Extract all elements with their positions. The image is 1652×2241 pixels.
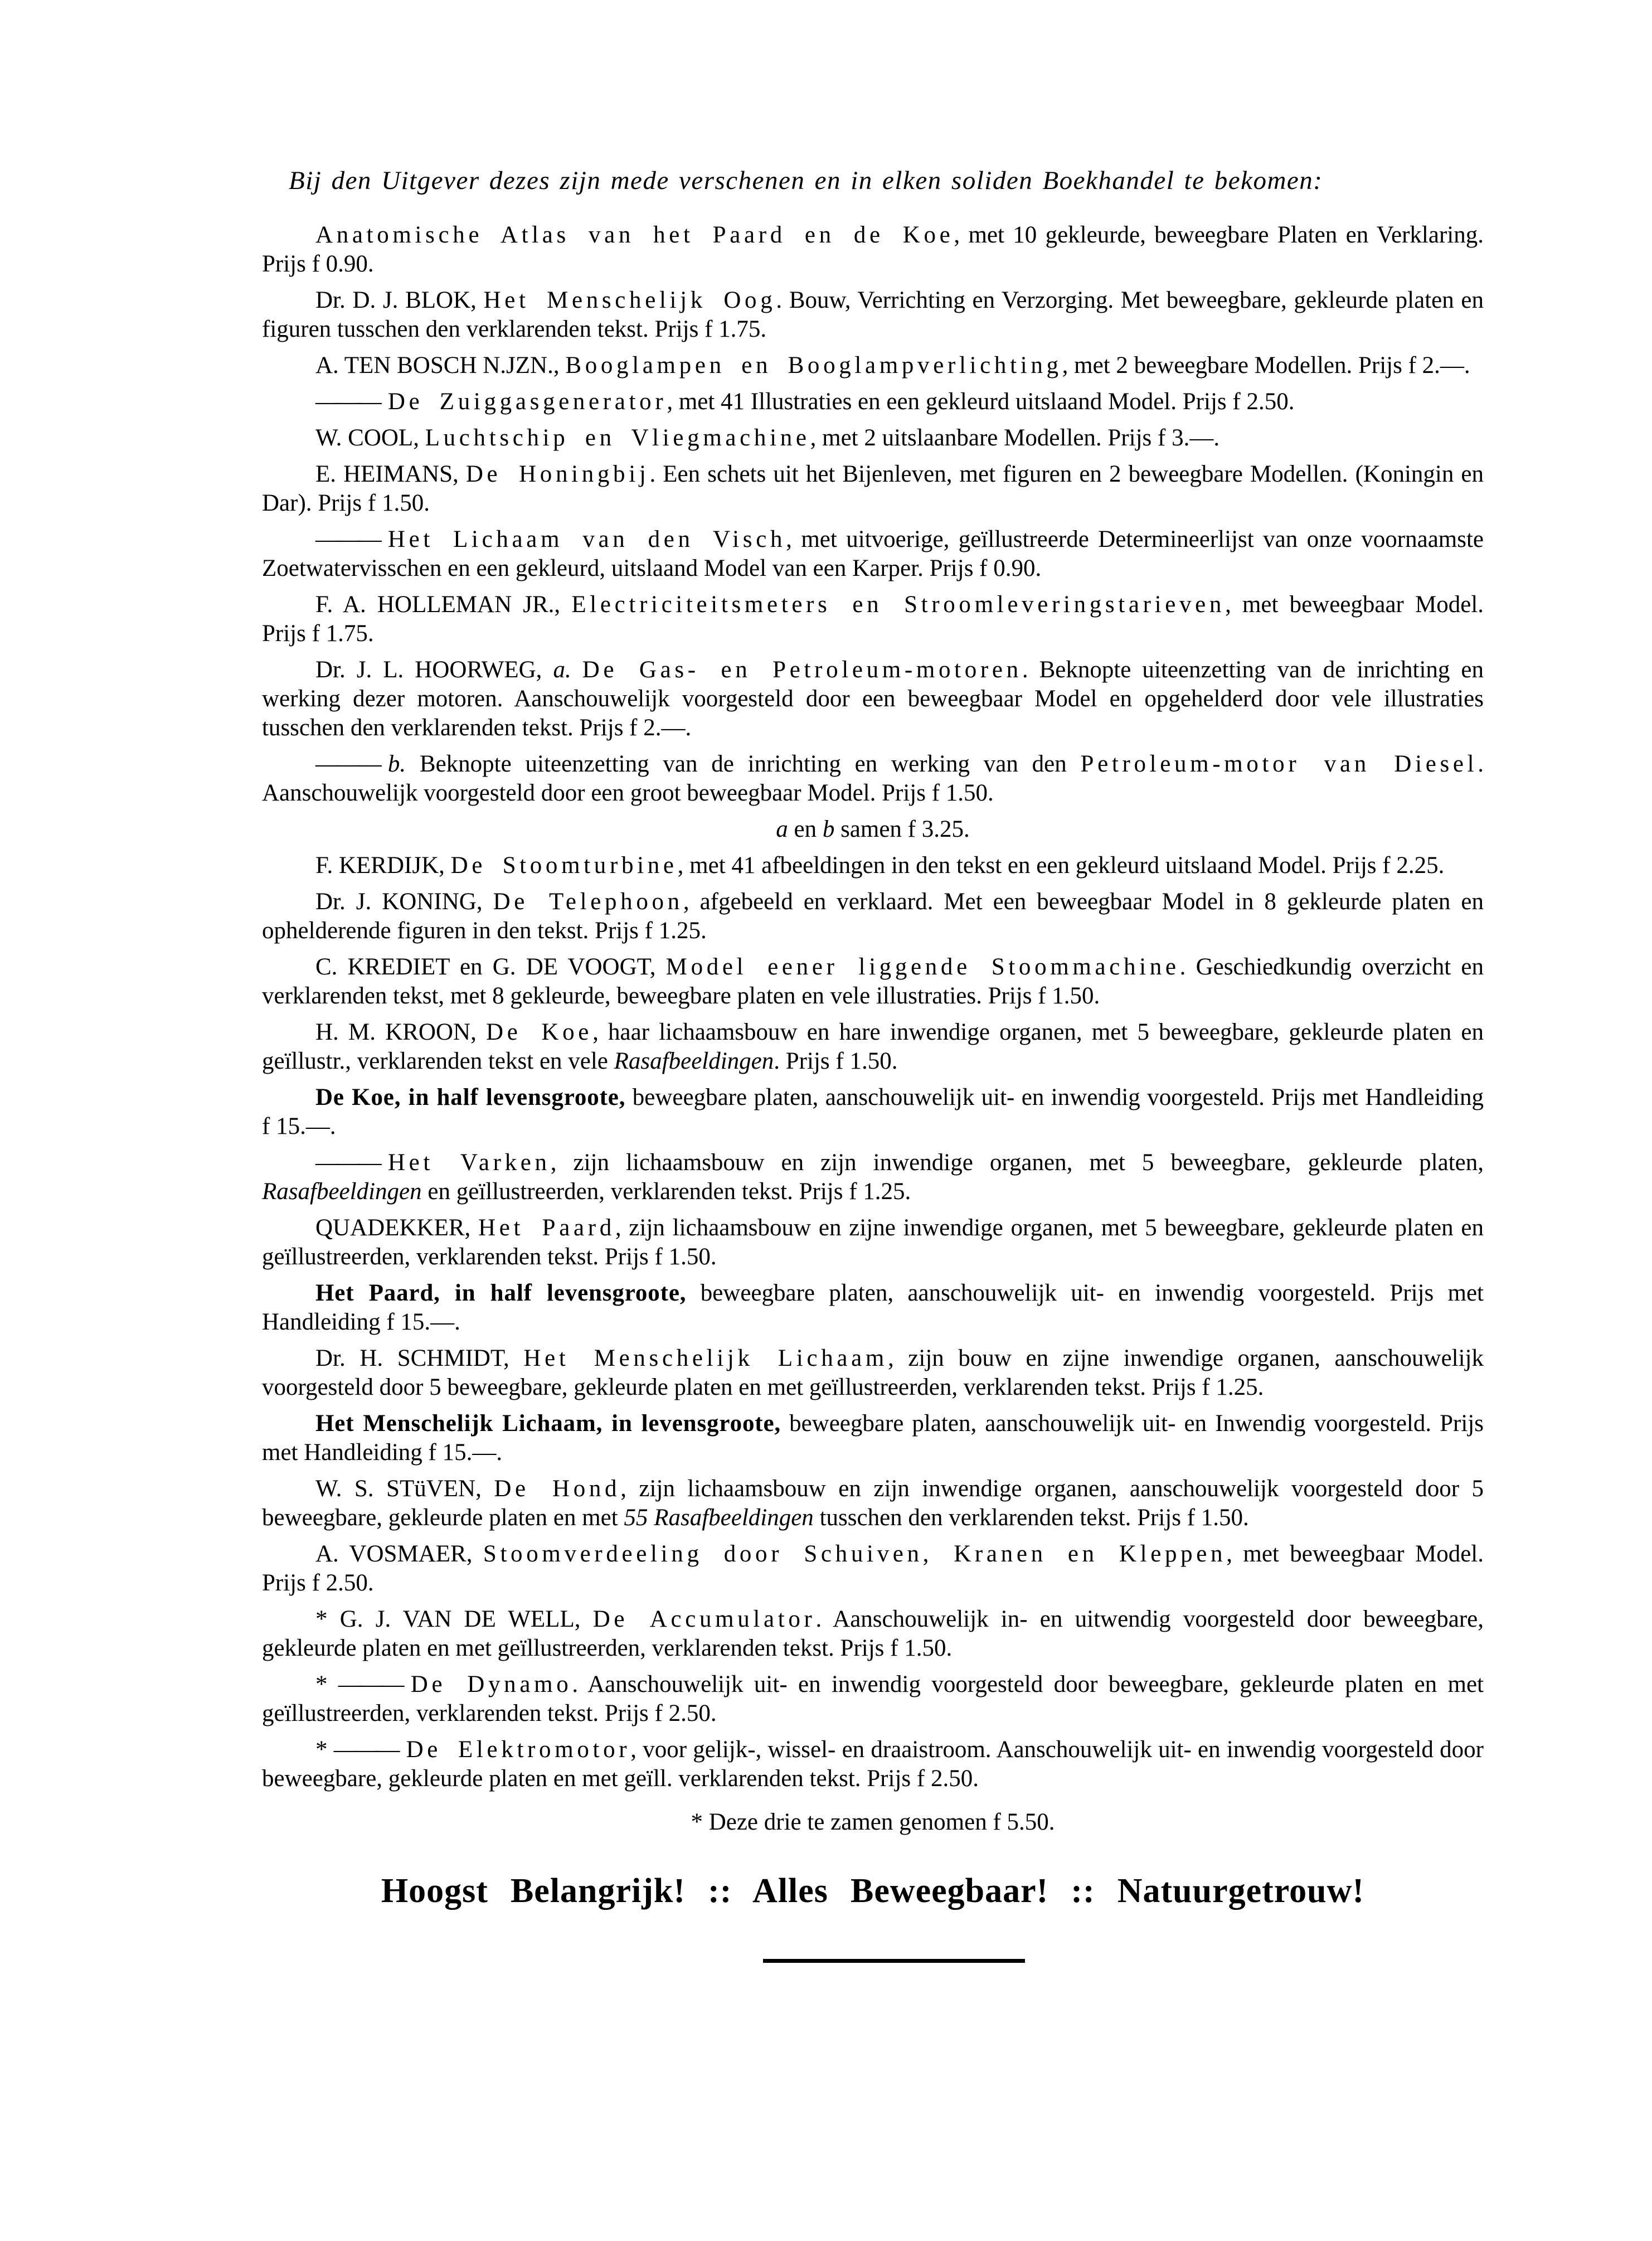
text-run: Het Paard, in half levensgroote,: [315, 1280, 687, 1306]
text-run: b: [822, 816, 835, 842]
entry-vosmaer: [262, 1540, 1484, 1598]
footer-rule: [763, 1959, 1025, 1963]
entry-koning: [262, 887, 1484, 945]
text-run: De Gas- en Petroleum-motoren: [582, 657, 1022, 683]
text-run: H. M. KROON,: [315, 1019, 487, 1045]
entry-schmidt: [262, 1344, 1484, 1402]
text-run: . Prijs f 1.50.: [774, 1048, 898, 1074]
text-run: [571, 657, 582, 683]
text-run: De Koe: [486, 1019, 593, 1045]
entry-kerdijk: [262, 851, 1484, 880]
text-run: , met uitvoerige, geïllustreerde Determineerlijst van onze voornaamste Zoetwatervisschen en een gekleurd, uitslaand Model van een Karper. Prijs f 0.90.: [262, 526, 1484, 581]
entry-anatomische-atlas: [262, 221, 1484, 279]
text-run: . Bouw, Verrichting en Verzorging. Met beweegbare, gekleurde platen en figuren tusschen den verklarenden tekst. Prijs f 1.75.: [262, 287, 1484, 342]
entry-hoorweg-b: [262, 750, 1484, 808]
text-run: * G. J. VAN DE WELL,: [315, 1606, 593, 1632]
entry-lichaam-levensgroote: [262, 1409, 1484, 1467]
text-run: Het Lichaam van den Visch: [387, 526, 786, 552]
text-run: F. KERDIJK,: [315, 852, 451, 879]
text-run: a: [776, 816, 788, 842]
text-run: A. TEN BOSCH N.JZN.,: [315, 352, 566, 379]
entry-elektromotor: [262, 1735, 1484, 1793]
note-a-b-samen: [262, 815, 1484, 844]
text-run: Dr. J. L. HOORWEG,: [315, 657, 553, 683]
text-run: De Dynamo: [410, 1671, 572, 1697]
text-run: beweegbare platen, aanschouwelijk uit- en inwendig voorgesteld. Prijs met Handleiding f 15.—.: [262, 1280, 1484, 1335]
text-run: *: [315, 1736, 334, 1763]
text-run: De Accumulator: [592, 1606, 816, 1632]
text-run: Luchtschip en Vliegmachine: [425, 425, 810, 451]
text-run: tusschen den verklarenden tekst. Prijs f 1.50.: [813, 1505, 1249, 1531]
text-run: Petroleum-motor van Diesel: [1080, 751, 1478, 777]
entry-quadekker: [262, 1214, 1484, 1272]
text-run: , met 41 afbeeldingen in den tekst en een gekleurd uitslaand Model. Prijs f 2.25.: [677, 852, 1445, 879]
text-run: A. VOSMAER,: [315, 1541, 483, 1567]
text-run: en: [788, 816, 823, 842]
text-run: , met 10 gekleurde, beweegbare Platen en Verklaring. Prijs f 0.90.: [262, 222, 1484, 277]
text-run: QUADEKKER,: [315, 1215, 479, 1241]
text-run: Rasafbeeldingen: [614, 1048, 774, 1074]
text-run: Het Paard: [478, 1215, 615, 1241]
long-dash: ———: [315, 751, 379, 777]
text-run: Anatomische Atlas van het Paard en de Koe: [315, 222, 954, 248]
text-run: Model eener liggende Stoommachine: [665, 954, 1180, 980]
text-run: Booglampen en Booglampverlichting: [565, 352, 1062, 379]
text-run: De Zuiggasgenerator: [387, 389, 667, 415]
text-run: De Elektromotor: [406, 1736, 631, 1763]
text-run: Electriciteitsmeters en Stroomleveringstarieven: [571, 591, 1226, 618]
text-run: . Geschiedkundig overzicht en verklarenden tekst, met 8 gekleurde, beweegbare platen en vele illustraties. Prijs f 1.50.: [262, 954, 1484, 1009]
text-run: , voor gelijk-, wissel- en draaistroom. Aanschouwelijk uit- en inwendig voorgesteld door beweegbare, gekleurde platen en met geïll. verklarenden tekst. Prijs f 2.50.: [262, 1736, 1484, 1792]
long-dash: ———: [315, 1149, 379, 1176]
entry-blok: [262, 286, 1484, 344]
text-run: , met beweegbaar Model. Prijs f 2.50.: [262, 1541, 1484, 1596]
entry-dynamo: [262, 1670, 1484, 1728]
page-header: Bij den Uitgever dezes zijn mede verschenen en in elken soliden Boekhandel te bekomen:: [289, 166, 1323, 195]
text-run: beweegbare platen, aanschouwelijk uit- en inwendig voorgesteld. Prijs met Handleiding f 15.—.: [262, 1084, 1484, 1139]
text-column: [262, 165, 1484, 1963]
text-run: E. HEIMANS,: [315, 461, 466, 487]
text-run: Het Menschelijk Lichaam, in levensgroote,: [315, 1410, 781, 1437]
text-run: , zijn bouw en zijne inwendige organen, aanschouwelijk voorgesteld door 5 beweegbare, gekleurde platen en met geïllustreerden, verklarenden tekst. Prijs f 1.25.: [262, 1345, 1484, 1400]
text-run: Dr. D. J. BLOK,: [315, 287, 484, 313]
text-run: b.: [387, 751, 406, 777]
text-run: , zijn lichaamsbouw en zijn inwendige organen, aanschouwelijk voorgesteld door 5 beweegbare, gekleurde platen en met: [262, 1476, 1484, 1531]
text-run: . Aanschouwelijk in- en uitwendig voorgesteld door beweegbare, gekleurde platen en met geïllustreerden, verklarenden tekst. Prijs f 1.50.: [262, 1606, 1484, 1661]
text-run: , met 41 Illustraties en een gekleurd uitslaand Model. Prijs f 2.50.: [667, 389, 1295, 415]
entry-ten-bosch: [262, 351, 1484, 380]
entries: [262, 221, 1484, 1837]
long-dash: ———: [338, 1671, 402, 1697]
text-run: samen f 3.25.: [834, 816, 970, 842]
text-run: Beknopte uiteenzetting van de inrichting en werking van den: [406, 751, 1081, 777]
text-run: , met 2 uitslaanbare Modellen. Prijs f 3.—.: [810, 425, 1220, 451]
text-run: Het Varken: [387, 1149, 551, 1176]
entry-koe-half-levensgroote: [262, 1083, 1484, 1141]
entry-krediet-voogt: [262, 953, 1484, 1011]
entry-hoorweg-a: [262, 656, 1484, 743]
text-run: 55 Rasafbeeldingen: [624, 1505, 814, 1531]
text-run: W. S. STüVEN,: [315, 1476, 494, 1502]
text-run: . Aanschouwelijk uit- en inwendig voorgesteld door beweegbare, gekleurde platen en met geïllustreerden, verklarenden tekst. Prijs f 2.50.: [262, 1671, 1484, 1726]
entry-van-de-well: [262, 1605, 1484, 1663]
entry-lichaam-visch: [262, 525, 1484, 583]
text-run: Het Menschelijk Lichaam: [523, 1345, 888, 1371]
long-dash: ———: [333, 1736, 397, 1763]
text-run: De Hond: [494, 1476, 621, 1502]
text-run: . Een schets uit het Bijenleven, met figuren en 2 beweegbare Modellen. (Koningin en Dar). Prijs f 1.50.: [262, 461, 1484, 516]
entry-cool: [262, 424, 1484, 453]
text-run: F. A. HOLLEMAN JR.,: [315, 591, 572, 618]
entry-paard-half-levensgroote: [262, 1279, 1484, 1337]
entry-kroon: [262, 1018, 1484, 1076]
text-run: Stoomverdeeling door Schuiven, Kranen en Kleppen: [483, 1541, 1227, 1567]
entry-zuiggasgenerator: [262, 387, 1484, 416]
text-run: *: [315, 1671, 338, 1697]
text-run: , haar lichaamsbouw en hare inwendige organen, met 5 beweegbare, gekleurde platen en geïllustr., verklarenden tekst en vele: [262, 1019, 1484, 1074]
text-run: De Telephoon: [493, 889, 683, 915]
text-run: De Honingbij: [465, 461, 650, 487]
text-run: , zijn lichaamsbouw en zijn inwendige organen, met 5 beweegbare, gekleurde platen,: [550, 1149, 1484, 1176]
entry-stuven: [262, 1474, 1484, 1532]
footer-slogan: Hoogst Belangrijk! :: Alles Beweegbaar! :: Natuurgetrouw!: [381, 1872, 1365, 1910]
text-run: C. KREDIET en G. DE VOOGT,: [315, 954, 666, 980]
entry-varken: [262, 1148, 1484, 1206]
text-run: * Deze drie te zamen genomen f 5.50.: [691, 1809, 1055, 1835]
text-run: , met 2 beweegbare Modellen. Prijs f 2.—.: [1062, 352, 1470, 379]
text-run: , met beweegbaar Model. Prijs f 1.75.: [262, 591, 1484, 647]
entry-heimans: [262, 460, 1484, 518]
text-run: W. COOL,: [315, 425, 425, 451]
text-run: . Beknopte uiteenzetting van de inrichting en werking dezer motoren. Aanschouwelijk voorgesteld door een beweegbaar Model en opgehelderd door vele illustraties tusschen den verklarenden tekst. Prijs f 2.—.: [262, 657, 1484, 741]
text-run: a.: [553, 657, 571, 683]
text-run: , zijn lichaamsbouw en zijne inwendige organen, met 5 beweegbare, gekleurde platen en geïllustreerden, verklarenden tekst. Prijs f 1.50.: [262, 1215, 1484, 1270]
text-run: De Stoomturbine: [450, 852, 678, 879]
long-dash: ———: [315, 526, 379, 552]
text-run: , afgebeeld en verklaard. Met een beweegbaar Model in 8 gekleurde platen en ophelderende figuren in den tekst. Prijs f 1.25.: [262, 889, 1484, 944]
text-run: Dr. J. KONING,: [315, 889, 493, 915]
text-run: . Aanschouwelijk voorgesteld door een groot beweegbaar Model. Prijs f 1.50.: [262, 751, 1484, 806]
text-run: Het Menschelijk Oog: [483, 287, 776, 313]
text-run: en geïllustreerden, verklarenden tekst. Prijs f 1.25.: [421, 1178, 911, 1205]
long-dash: ———: [315, 389, 379, 415]
footnote-three-together: [262, 1808, 1484, 1837]
entry-holleman: [262, 590, 1484, 648]
text-run: De Koe, in half levensgroote,: [315, 1084, 626, 1110]
text-run: Rasafbeeldingen: [262, 1178, 422, 1205]
text-run: Dr. H. SCHMIDT,: [315, 1345, 524, 1371]
text-run: beweegbare platen, aanschouwelijk uit- en Inwendig voorgesteld. Prijs met Handleiding f 15.—.: [262, 1410, 1484, 1466]
